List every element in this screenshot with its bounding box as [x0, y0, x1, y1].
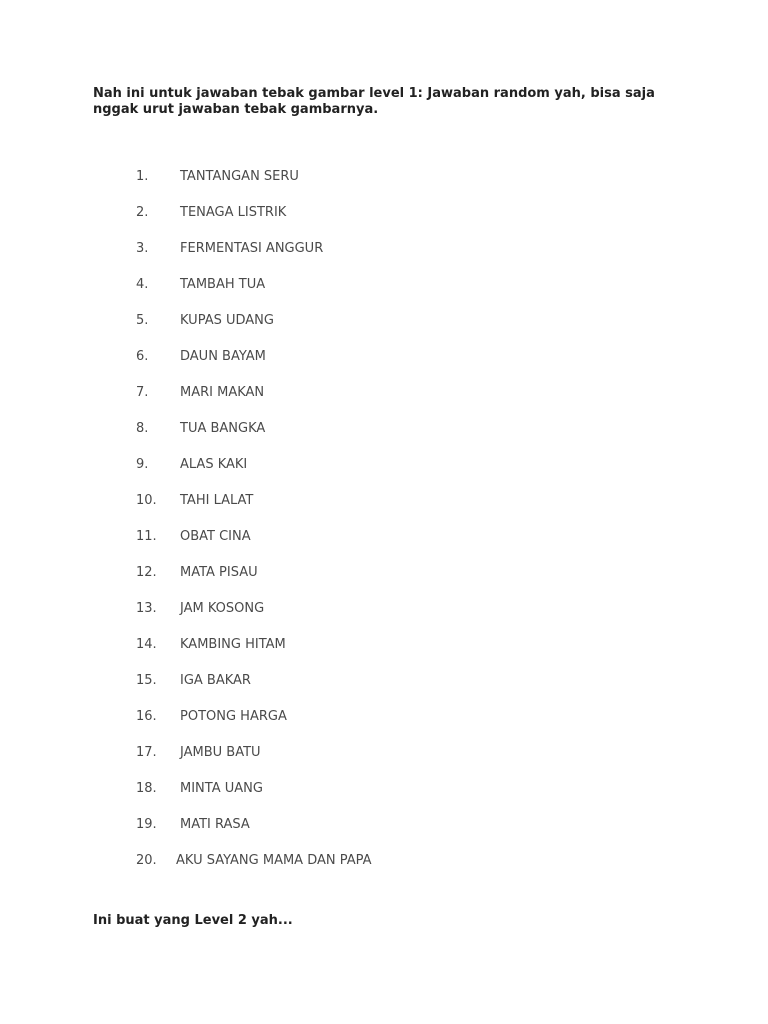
item-text: MARI MAKAN	[180, 385, 265, 400]
item-text: IGA BAKAR	[180, 673, 251, 688]
item-number: 18.	[136, 781, 157, 796]
item-text: TUA BANGKA	[180, 421, 266, 436]
item-number: 4.	[136, 277, 149, 292]
item-number: 17.	[136, 745, 157, 760]
item-number: 3.	[136, 241, 149, 256]
item-text: KAMBING HITAM	[180, 637, 286, 652]
item-text: MATI RASA	[180, 817, 250, 832]
item-text: TAHI LALAT	[180, 493, 254, 508]
item-number: 13.	[136, 601, 157, 616]
item-text: JAM KOSONG	[180, 601, 265, 616]
item-number: 6.	[136, 349, 149, 364]
item-number: 12.	[136, 565, 157, 580]
item-number: 8.	[136, 421, 149, 436]
item-number: 16.	[136, 709, 157, 724]
item-text: MATA PISAU	[180, 565, 258, 580]
item-number: 20.	[136, 853, 157, 868]
item-text: MINTA UANG	[180, 781, 263, 796]
intro-paragraph: Nah ini untuk jawaban tebak gambar level 1: Jawaban random yah, bisa saja nggak urut jawaban tebak gambarnya.	[93, 86, 655, 117]
item-text: ALAS KAKI	[180, 457, 248, 472]
item-number: 2.	[136, 205, 149, 220]
item-text: OBAT CINA	[180, 529, 251, 544]
item-text: JAMBU BATU	[180, 745, 261, 760]
item-number: 1.	[136, 169, 149, 184]
item-number: 19.	[136, 817, 157, 832]
item-text: TAMBAH TUA	[180, 277, 266, 292]
item-text: DAUN BAYAM	[180, 349, 266, 364]
item-number: 7.	[136, 385, 149, 400]
footer-paragraph: Ini buat yang Level 2 yah...	[93, 913, 293, 928]
item-text: TANTANGAN SERU	[180, 169, 299, 184]
item-number: 10.	[136, 493, 157, 508]
item-text: POTONG HARGA	[180, 709, 287, 724]
item-text: KUPAS UDANG	[180, 313, 274, 328]
item-number: 11.	[136, 529, 157, 544]
item-text: AKU SAYANG MAMA DAN PAPA	[176, 853, 372, 868]
item-text: FERMENTASI ANGGUR	[180, 241, 324, 256]
item-number: 5.	[136, 313, 149, 328]
item-number: 14.	[136, 637, 157, 652]
item-text: TENAGA LISTRIK	[180, 205, 287, 220]
item-number: 15.	[136, 673, 157, 688]
item-number: 9.	[136, 457, 149, 472]
